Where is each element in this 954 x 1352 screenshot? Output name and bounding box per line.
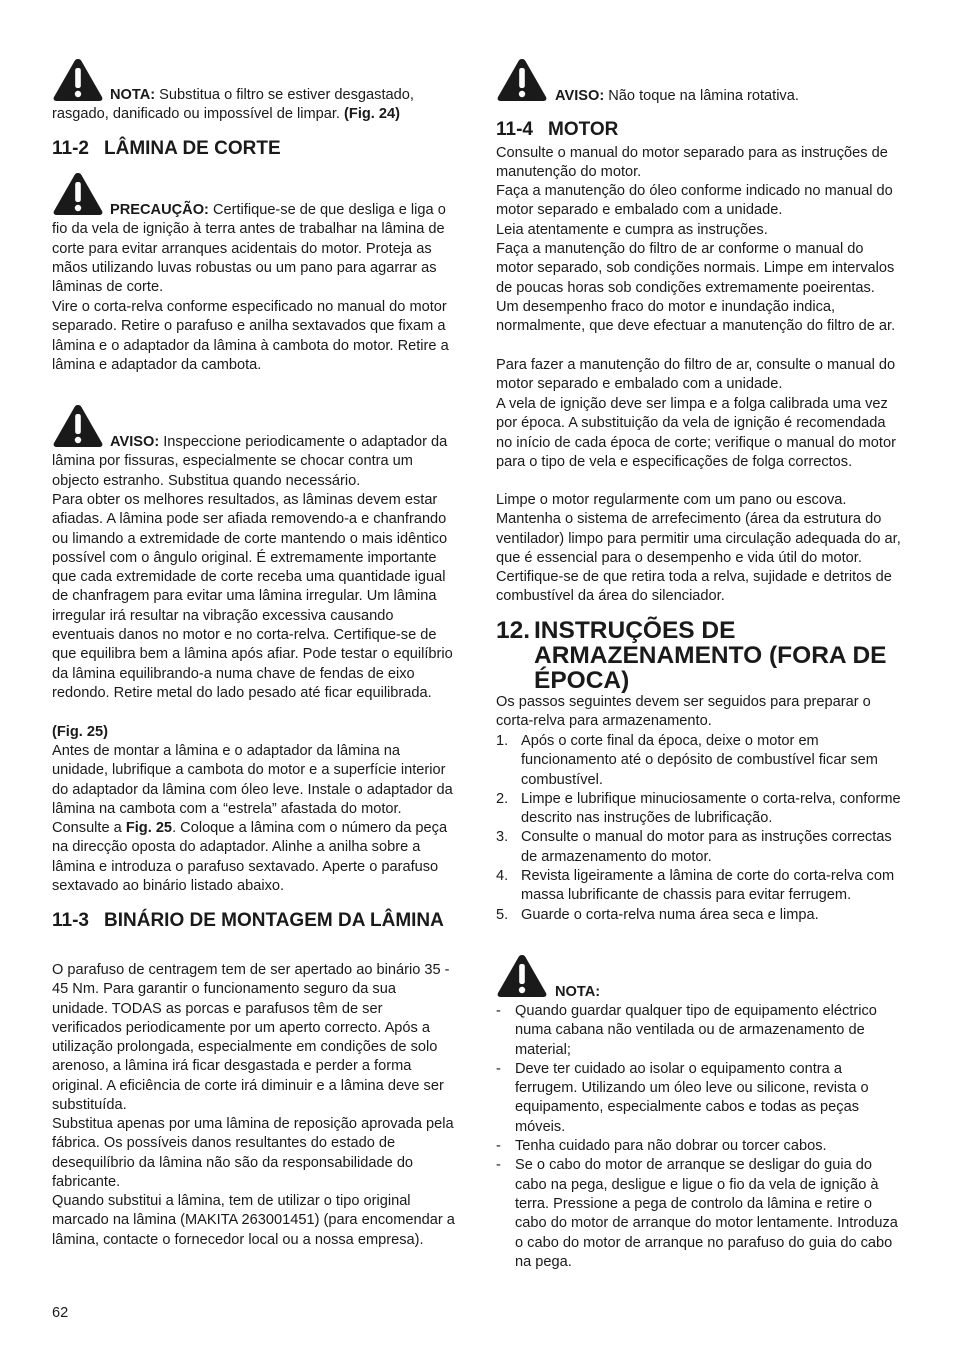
- storage-step-marker: 5.: [496, 906, 509, 923]
- paragraph-replacement: Substitua apenas por uma lâmina de reposição aprovada pela fábrica. Os possíveis danos resultantes do estado de desequilíbrio da lâmina não são da responsabilidade do fabricante.: [52, 1116, 454, 1190]
- storage-step-text: Revista ligeiramente a lâmina de corte do corta-relva com massa lubrificante de chassis para evitar ferrugem.: [521, 868, 895, 904]
- section-heading-11-4: 11-4 MOTOR: [496, 119, 619, 140]
- motor-paragraph-6: A vela de ignição deve ser limpa e a folga calibrada uma vez por época. A substituição da vela de ignição é recomendada no início de cada época de corte; verifique o manual do motor para o tipo de vela e especificações de folga correctos.: [496, 396, 896, 470]
- storage-step-text: Após o corte final da época, deixe o motor em funcionamento até o depósito de combustível ficar sem combustível.: [521, 733, 878, 788]
- storage-note-marker: -: [496, 1157, 501, 1174]
- storage-note-text: Deve ter cuidado ao isolar o equipamento contra a ferrugem. Utilizando um óleo leve ou silicone, revista o equipamento, especialmente cabos e todas as peças móveis.: [515, 1060, 869, 1135]
- motor-paragraph-2: Faça a manutenção do óleo conforme indicado no manual do motor separado e embalado com a unidade.: [496, 183, 893, 219]
- storage-note-text: Se o cabo do motor de arranque se desligar do guia do cabo na pega, desligue e ligue o fio da vela de ignição à terra. Pressione a pega de controlo da lâmina e retire o cabo do motor de arranque do motor lentamente. Introduza o cabo do motor de arranque no parafuso do guia do cabo na pega.: [515, 1157, 898, 1270]
- paragraph-torque: O parafuso de centragem tem de ser apertado ao binário 35 - 45 Nm. Para garantir o funcionamento seguro da sua unidade. TODAS as porcas e parafusos têm de ser verificados periodicamente por um aperto correcto. Após a utilização prolongada, especialmente em condições de solo arenoso, a lâmina irá ficar desgastada e perder a forma original. A eficiência de corte irá diminuir e a lâmina deve ser substituída.: [52, 962, 450, 1114]
- storage-note: [496, 1156, 901, 1272]
- storage-note-marker: -: [496, 1003, 501, 1019]
- storage-step: [496, 867, 901, 906]
- storage-notes-list: [496, 1002, 901, 1272]
- warning-triangle-icon: [496, 953, 548, 999]
- motor-paragraph-4: Faça a manutenção do filtro de ar conforme o manual do motor separado, sob condições normais. Limpe em intervalos de poucas horas sob condições extremamente poeirentas. Um desempenho fraco do motor e inundação indica, normalmente, que deve efectuar a manutenção do filtro de ar.: [496, 241, 896, 335]
- storage-step-text: Guarde o corta-relva numa área seca e limpa.: [521, 906, 819, 923]
- paragraph-blade-removal: Vire o corta-relva conforme especificado no manual do motor separado. Retire o parafuso e anilha sextavados que fixam a lâmina e o adaptador da lâmina à cambota do motor. Retire a lâmina e adaptador da cambota.: [52, 299, 449, 373]
- paragraph-mounting: Antes de montar a lâmina e o adaptador da lâmina na unidade, lubrifique a cambota do motor e a superfície interior do adaptador da lâmina com óleo leve. Instale o adaptador da lâmina na cambota com a “estrela” afastada do motor. Consulte a Fig. 25. Coloque a lâmina com o número da peça na direcção oposta do adaptador. Alinhe a anilha sobre a lâmina e introduza o parafuso sextavado. Aperte o parafuso sextavado ao binário listado abaixo.: [52, 743, 453, 895]
- section-heading-11-2: 11-2 LÂMINA DE CORTE: [52, 138, 281, 159]
- storage-note: [496, 1060, 901, 1137]
- storage-step-marker: 1.: [496, 733, 509, 749]
- motor-paragraph-3: Leia atentamente e cumpra as instruções.: [496, 222, 768, 238]
- motor-paragraph-7: Limpe o motor regularmente com um pano ou escova. Mantenha o sistema de arrefecimento (área da estrutura do ventilador) limpo para permitir uma circulação adequada do ar, que é essencial para o desempenho e vida útil do motor. Certifique-se de que retira toda a relva, sujidade e detritos de combustível da área do silenciador.: [496, 492, 901, 605]
- figure-reference: (Fig. 25): [52, 724, 108, 740]
- storage-intro: Os passos seguintes devem ser seguidos para preparar o corta-relva para armazenamento.: [496, 694, 871, 730]
- storage-step: [496, 906, 901, 925]
- storage-steps-list: [496, 732, 901, 925]
- storage-step-marker: 2.: [496, 790, 509, 807]
- storage-note-text: Quando guardar qualquer tipo de equipamento eléctrico numa cabana não ventilada ou de armazenamento de material;: [515, 1003, 877, 1058]
- storage-step-marker: 3.: [496, 829, 509, 846]
- storage-note-marker: -: [496, 1138, 501, 1155]
- page-number: 62: [52, 1305, 69, 1321]
- section-heading-11-3: 11-3 BINÁRIO DE MONTAGEM DA LÂMINA: [52, 910, 444, 931]
- warning-triangle-icon: [496, 57, 548, 103]
- storage-note-marker: -: [496, 1060, 501, 1077]
- storage-note: [496, 1002, 901, 1060]
- motor-paragraph-1: Consulte o manual do motor separado para as instruções de manutenção do motor.: [496, 145, 888, 181]
- motor-paragraph-5: Para fazer a manutenção do filtro de ar, consulte o manual do motor separado e embalado com a unidade.: [496, 357, 896, 393]
- storage-note-text: Tenha cuidado para não dobrar ou torcer cabos.: [515, 1138, 827, 1155]
- caution-text: PRECAUÇÃO: Certifique-se de que desliga e liga o fio da vela de ignição à terra antes de trabalhar na lâmina de corte para evitar arranques acidentais do motor. Proteja as mãos utilizando luvas robustas ou um pano para agarrar as lâminas de corte.: [52, 202, 446, 296]
- storage-step-text: Limpe e lubrifique minuciosamente o corta-relva, conforme descrito nas instruções de lubrificação.: [521, 790, 901, 827]
- warning-adapter: AVISO: Inspeccione periodicamente o adaptador da lâmina por fissuras, especialmente se chocar contra um objecto estranho. Substitua quando necessário.: [52, 434, 448, 489]
- paragraph-original-type: Quando substitui a lâmina, tem de utilizar o tipo original marcado na lâmina (MAKITA 263001451) (para encomendar a lâmina, contacte o fornecedor local ou a nossa empresa).: [52, 1193, 455, 1248]
- storage-step: [496, 790, 901, 829]
- storage-step: [496, 732, 901, 790]
- storage-step-text: Consulte o manual do motor para as instruções correctas de armazenamento do motor.: [521, 829, 892, 865]
- paragraph-sharpening: Para obter os melhores resultados, as lâminas devem estar afiadas. A lâmina pode ser afiada removendo-a e chanfrando ou limando a extremidade de corte mantendo o mais idêntico possível com o ângulo original. É extremamente importante que cada extremidade de corte receba uma quantidade igual de chanfragem para evitar uma lâmina irregular. Um lâmina irregular irá resultar na vibração excessiva causando eventuais danos no motor e no corta-relva. Certifique-se de que equilibra bem a lâmina após afiar. Pode testar o equilíbrio da lâmina equilibrando-a numa chave de fendas de eixo redondo. Retire metal do lado pesado até ficar equilibrada.: [52, 492, 453, 701]
- note-label: NOTA:: [555, 984, 601, 1000]
- chapter-heading-12: 12. INSTRUÇÕES DE ARMAZENAMENTO (FORA DE ÉPOCA): [496, 617, 887, 694]
- note-filter: NOTA: Substitua o filtro se estiver desgastado, rasgado, danificado ou impossível de limpar. (Fig. 24): [52, 87, 414, 123]
- warning-rotating-blade: AVISO: Não toque na lâmina rotativa.: [555, 88, 799, 104]
- storage-step-marker: 4.: [496, 868, 509, 885]
- storage-note: [496, 1137, 901, 1156]
- storage-step: [496, 828, 901, 867]
